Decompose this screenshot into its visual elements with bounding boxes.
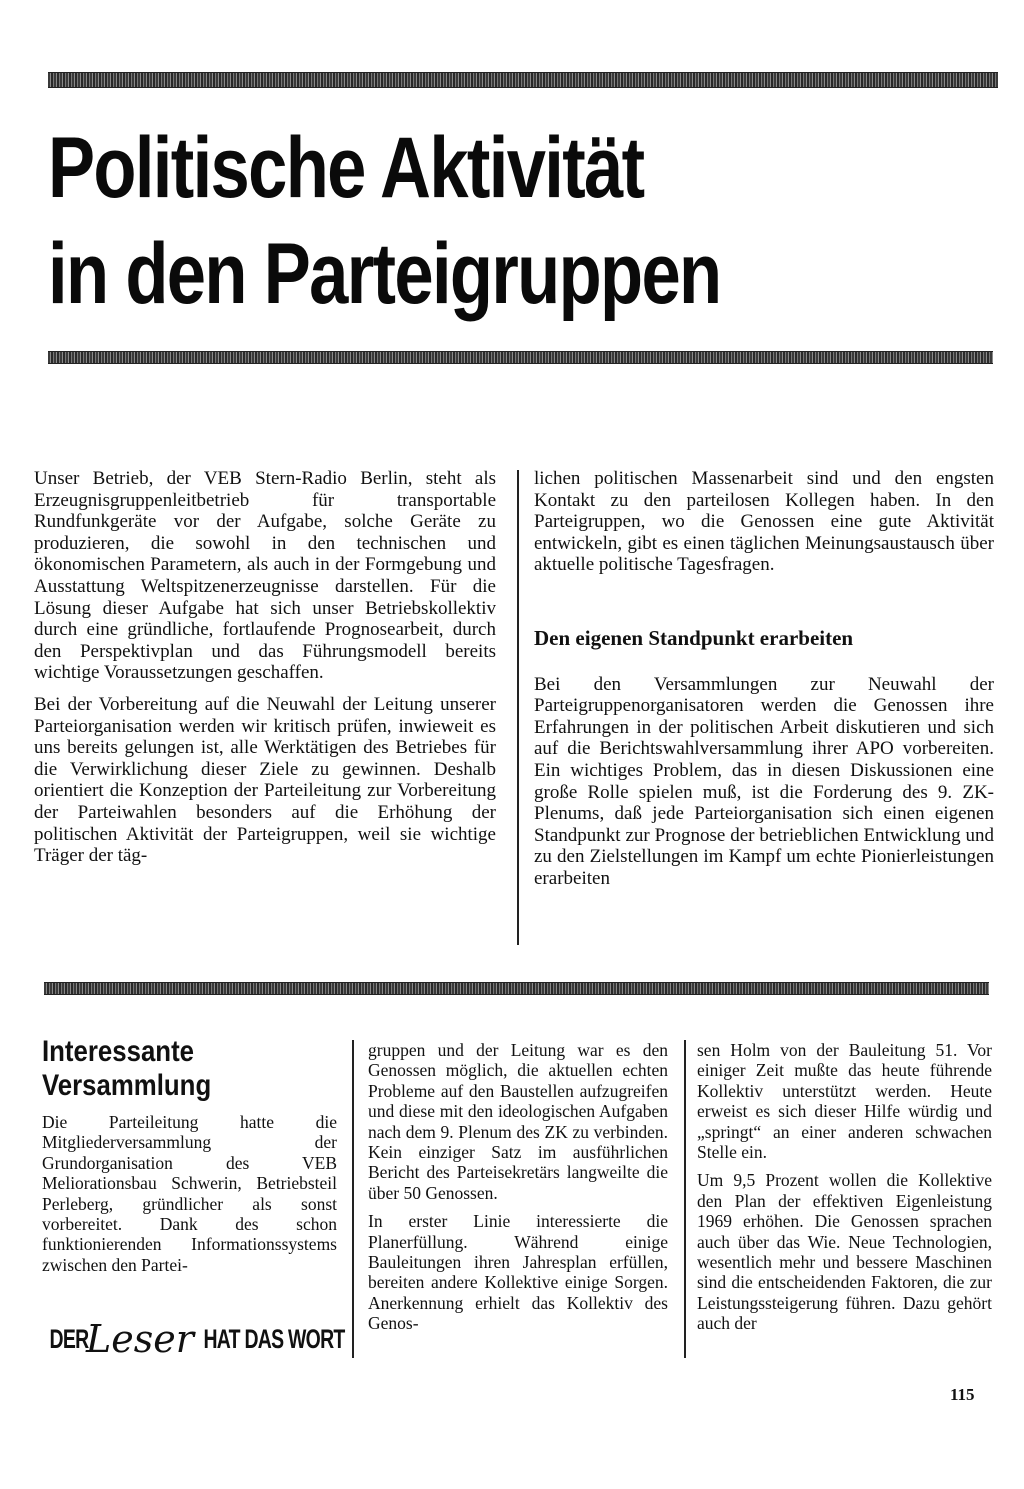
section-rule [44, 982, 989, 995]
main-paragraph: Bei der Vorbereitung auf die Neuwahl der Leitung unserer Parteiorganisation werden wir kritisch prüfen, inwieweit es uns bereits gelungen ist, alle Werktätigen des Betriebes für die Verwirklichung dieser Ziele zu gewinnen. Deshalb orientiert die Konzeption der Parteileitung zur Vorbereitung der Parteiwahlen besonders auf die Erhöhung der politischen Aktivität der Parteigruppen, weil sie wichtige Träger der täg- [34, 693, 496, 867]
main-article-column-1 [34, 468, 496, 877]
logo-part-3: HAT DAS WORT [203, 1323, 345, 1354]
column-divider [517, 470, 519, 945]
title-bottom-rule [48, 351, 993, 364]
letter-title-line-1: Interessante [42, 1035, 195, 1068]
letter-title-line-2: Versammlung [42, 1069, 212, 1102]
main-paragraph: lichen politischen Massenarbeit sind und den engsten Kontakt zu den parteilosen Kollegen haben. In den Parteigruppen, wo die Genossen eine gute Aktivität entwickeln, gibt es einen täglichen Meinungsaustausch über aktuelle politische Tagesfragen. [534, 468, 994, 576]
column-divider [352, 1040, 354, 1358]
letter-paragraph: Um 9,5 Prozent wollen die Kollektive den Plan der effektiven Eigenleistung 1969 erhöhen. Die Genossen sprachen auch über das Wie. Neue Technologien, wesentlich mehr und bessere Maschinen sind die entscheidenden Faktoren, die zur Leistungssteigerung führen. Dazu gehört auch der [697, 1170, 992, 1334]
column-divider [684, 1040, 686, 1358]
letter-title [42, 1035, 300, 1103]
main-article-column-2 [534, 468, 994, 900]
letter-paragraph: gruppen und der Leitung war es den Genossen möglich, die aktuellen echten Probleme auf den Baustellen aufzugreifen und diese mit den ideologischen Aufgaben nach dem 9. Plenum des ZK zu verbinden. Kein einziger Satz im ausführlichen Bericht des Parteisekretärs langweilte die über 50 Genossen. [368, 1040, 668, 1203]
letter-paragraph: sen Holm von der Bauleitung 51. Vor einiger Zeit mußte das heute führende Kollektiv unterstützt werden. Heute erweist es sich dieser Hilfe würdig und „springt“ an einer anderen schwachen Stelle ein. [697, 1040, 992, 1163]
page-number: 115 [950, 1385, 975, 1404]
letter-column-2 [368, 1040, 668, 1342]
page-title [48, 115, 786, 327]
main-paragraph: Unser Betrieb, der VEB Stern-Radio Berlin, steht als Erzeugnisgruppenleitbetrieb für transportable Rundfunkgeräte vor der Aufgabe, solche Geräte zu produzieren, die sowohl in den technischen und ökonomischen Parametern, als auch in der Formgebung und Ausstattung Weltspitzenerzeugnisse darstellen. Für die Lösung dieser Aufgabe hat sich unser Betriebskollektiv durch eine gründliche, fortlaufende Prognosearbeit, durch den Perspektivplan und das Führungsmodell bereits wichtige Voraussetzungen geschaffen. [34, 468, 496, 684]
top-rule [48, 72, 998, 88]
subheading: Den eigenen Standpunkt erarbeiten [534, 625, 854, 650]
main-paragraph: Bei den Versammlungen zur Neuwahl der Parteigruppenorganisatoren werden die Genossen ihre Erfahrungen in der politischen Arbeit diskutieren und sich auf die Berichtswahlversammlung ihrer APO vorbereiten. Ein wichtiges Problem, das in diesen Diskussionen eine große Rolle spielen muß, ist die Forderung des 9. ZK-Plenums, daß jede Parteiorganisation sich einen eigenen Standpunkt zur Prognose der betrieblichen Entwicklung und zu den Zielstellungen im Kampf um echte Pionierleistungen erarbeiten [534, 673, 994, 889]
logo-part-1: DER [49, 1323, 89, 1354]
title-line-2: in den Parteigruppen [48, 226, 721, 322]
letter-paragraph: Die Parteileitung hatte die Mitgliederversammlung der Grundorganisation des VEB Meliorationsbau Schwerin, Betriebsteil Perleberg, gründlicher als sonst vorbereitet. Dank des schon funktionierenden Informationssystems zwischen den Partei- [42, 1112, 337, 1275]
letter-column-3 [697, 1040, 992, 1342]
title-line-1: Politische Aktivität [48, 120, 644, 216]
letter-column-1 [42, 1112, 337, 1283]
letter-paragraph: In erster Linie interessierte die Planerfüllung. Während einige Bauleitungen ihren Jahresplan erfüllen, bereiten andere Kollektive einige Sorgen. Anerkennung erhielt das Kollektiv des Genos- [368, 1211, 668, 1334]
logo-script: Leser [86, 1317, 194, 1361]
reader-column-logo [42, 1317, 345, 1361]
